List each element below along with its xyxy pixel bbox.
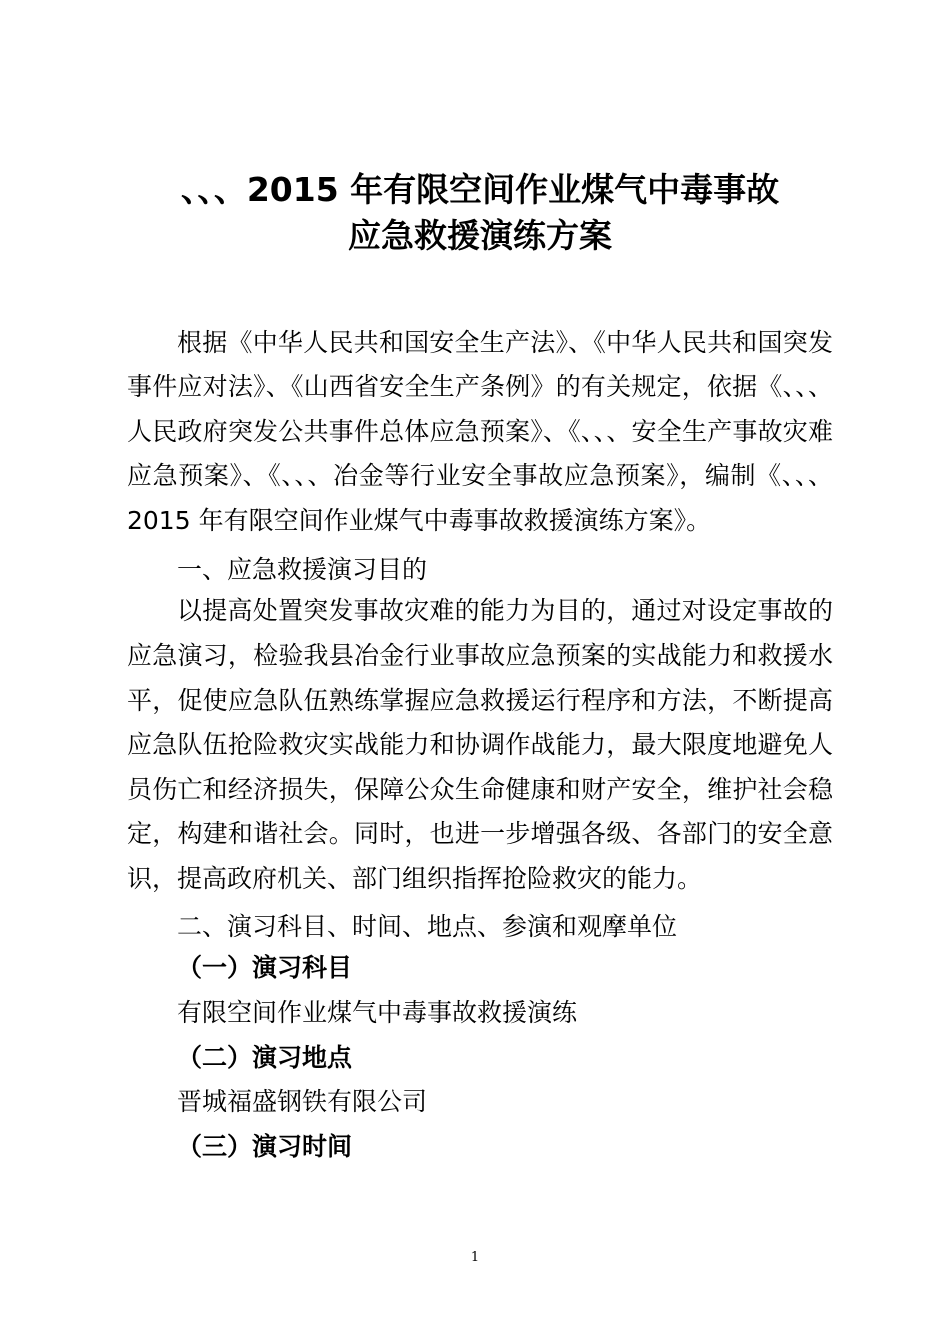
document-title-line-2: 应急救援演练方案 (348, 216, 612, 255)
section-1-line: 识，提高政府机关、部门组织指挥抢险救灾的能力。 (127, 864, 703, 893)
intro-line: 根据《中华人民共和国安全生产法》、《中华人民共和国突发 (177, 328, 833, 357)
intro-line: 人民政府突发公共事件总体应急预案》、《、、、安全生产事故灾难 (127, 417, 833, 446)
subsection-3-heading: （三）演习时间 (177, 1132, 353, 1161)
section-2-heading: 二、演习科目、时间、地点、参演和观摩单位 (177, 912, 678, 941)
subsection-2-heading: （二）演习地点 (177, 1043, 353, 1072)
intro-line: 应急预案》、《、、、冶金等行业安全事故应急预案》，编制《、、、 (127, 461, 833, 490)
intro-line: 2015 年有限空间作业煤气中毒事故救援演练方案》。 (127, 506, 712, 535)
section-1-line: 以提高处置突发事故灾难的能力为目的，通过对设定事故的 (177, 596, 833, 625)
section-1-line: 定，构建和谐社会。同时，也进一步增强各级、各部门的安全意 (127, 819, 833, 848)
section-1-line: 应急演习，检验我县冶金行业事故应急预案的实战能力和救援水 (127, 641, 833, 670)
page-number: 1 (470, 1250, 480, 1265)
subsection-1-heading: （一）演习科目 (177, 953, 353, 982)
section-1-heading: 一、应急救援演习目的 (177, 555, 428, 584)
subsection-1-body: 有限空间作业煤气中毒事故救援演练 (177, 998, 578, 1027)
intro-line: 事件应对法》、《山西省安全生产条例》的有关规定，依据《、、、 (127, 372, 833, 401)
section-1-line: 员伤亡和经济损失，保障公众生命健康和财产安全，维护社会稳 (127, 775, 833, 804)
document-title-line-1: 、、、2015 年有限空间作业煤气中毒事故 (180, 170, 780, 209)
section-1-line: 应急队伍抢险救灾实战能力和协调作战能力，最大限度地避免人 (127, 730, 833, 759)
section-1-line: 平，促使应急队伍熟练掌握应急救援运行程序和方法，不断提高 (127, 686, 833, 715)
subsection-2-body: 晋城福盛钢铁有限公司 (177, 1087, 428, 1116)
